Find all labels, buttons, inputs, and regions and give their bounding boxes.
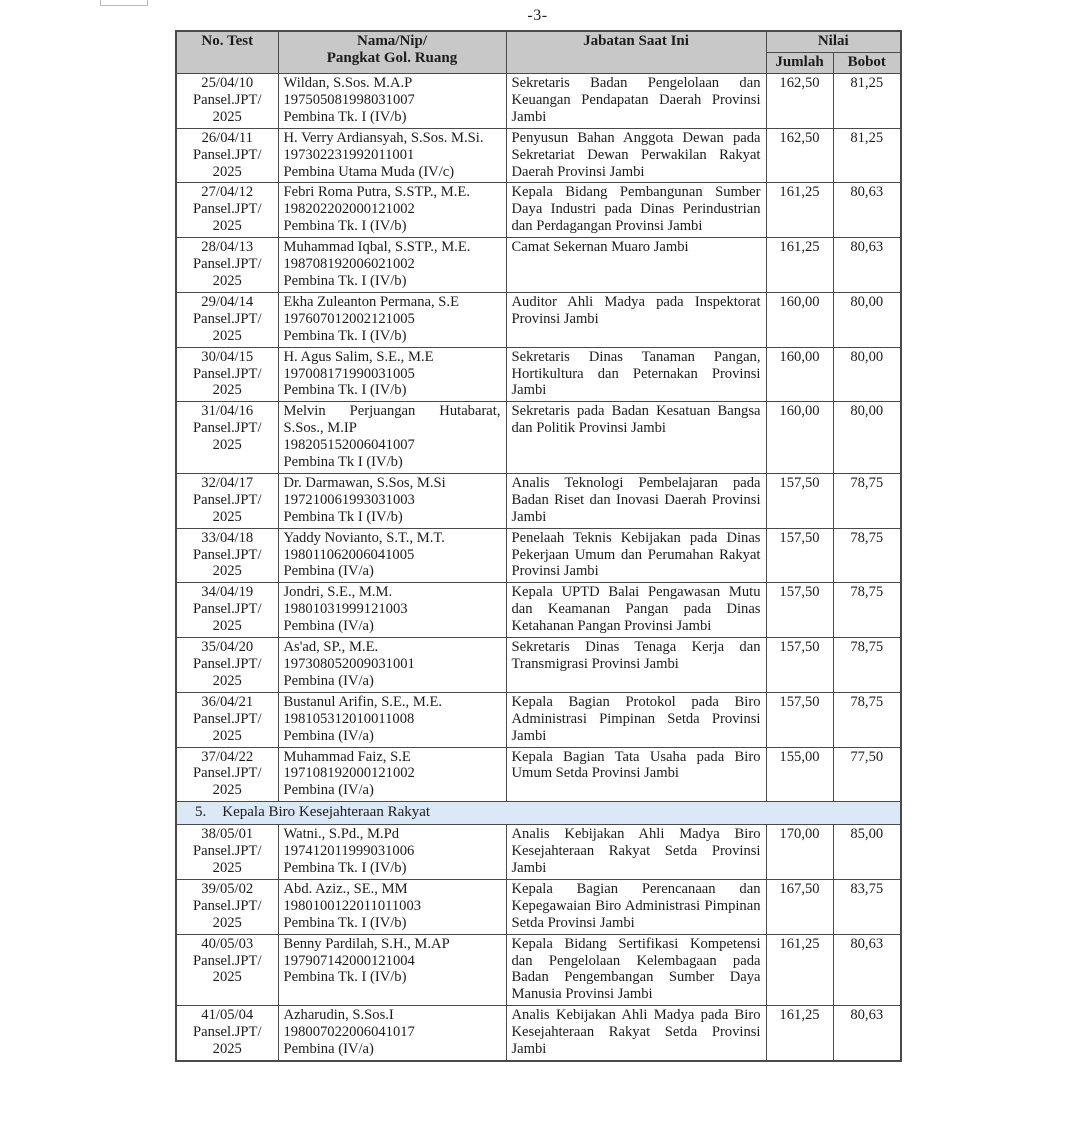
test-number: 33/04/18	[201, 529, 254, 546]
candidate-rank: Pembina (IV/a)	[283, 727, 374, 744]
cell-nama	[278, 473, 506, 528]
section-number: 5.	[195, 804, 207, 821]
cell-no-test	[176, 825, 278, 880]
panel-year: 2025	[212, 508, 242, 525]
cell-nama	[278, 347, 506, 402]
header-jumlah: Jumlah	[766, 53, 833, 74]
test-number: 27/04/12	[201, 184, 254, 201]
test-number: 34/04/19	[201, 584, 254, 601]
panel-label: Pansel.JPT/	[192, 952, 262, 969]
cell-jabatan	[506, 183, 766, 238]
panel-year: 2025	[212, 163, 242, 180]
cell-jumlah: 167,50	[766, 879, 833, 934]
cell-jabatan	[506, 238, 766, 293]
cell-nama	[278, 128, 506, 183]
candidate-name: Watni., S.Pd., M.Pd	[283, 826, 400, 843]
panel-year: 2025	[212, 382, 242, 399]
cell-bobot: 78,75	[833, 692, 901, 747]
panel-year: 2025	[212, 108, 242, 125]
cell-no-test	[176, 473, 278, 528]
cell-no-test	[176, 638, 278, 693]
candidate-nip: 197607012002121005	[283, 310, 415, 327]
header-no-test: No. Test	[176, 31, 278, 74]
current-position: Camat Sekernan Muaro Jambi	[511, 239, 689, 256]
candidate-name: Muhammad Iqbal, S.STP., M.E.	[283, 239, 471, 256]
cell-bobot: 85,00	[833, 825, 901, 880]
candidate-name: Bustanul Arifin, S.E., M.E.	[283, 693, 443, 710]
cell-nama	[278, 638, 506, 693]
candidate-name: As'ad, SP., M.E.	[283, 639, 379, 656]
panel-label: Pansel.JPT/	[192, 601, 262, 618]
test-number: 25/04/10	[201, 75, 254, 91]
candidate-rank: Pembina Tk. I (IV/b)	[283, 327, 407, 344]
current-position: Kepala Bagian Tata Usaha pada Biro Umum Setda Provinsi Jambi	[511, 748, 761, 782]
cell-bobot: 81,25	[833, 128, 901, 183]
panel-label: Pansel.JPT/	[192, 365, 262, 382]
cell-jumlah: 157,50	[766, 692, 833, 747]
cell-jumlah: 162,50	[766, 74, 833, 129]
candidate-rank: Pembina (IV/a)	[283, 1041, 374, 1058]
selection-results-table	[175, 30, 902, 1062]
test-number: 35/04/20	[201, 639, 254, 656]
section-cell	[176, 802, 901, 825]
candidate-nip: 197412011999031006	[283, 843, 415, 860]
cell-bobot: 80,63	[833, 238, 901, 293]
candidate-name: Benny Pardilah, S.H., M.AP	[283, 935, 450, 952]
cell-jumlah: 160,00	[766, 292, 833, 347]
cell-bobot: 78,75	[833, 473, 901, 528]
table-row	[176, 238, 901, 293]
cell-nama	[278, 292, 506, 347]
table-row	[176, 879, 901, 934]
cell-jumlah: 160,00	[766, 402, 833, 474]
section-row	[176, 802, 901, 825]
candidate-rank: Pembina (IV/a)	[283, 672, 374, 689]
current-position: Sekretaris Dinas Tanaman Pangan, Hortikultura dan Peternakan Provinsi Jambi	[511, 348, 761, 399]
cell-bobot: 78,75	[833, 528, 901, 583]
cell-no-test	[176, 128, 278, 183]
test-number: 38/05/01	[201, 826, 254, 843]
cell-no-test	[176, 1006, 278, 1061]
cell-no-test	[176, 692, 278, 747]
panel-year: 2025	[212, 859, 242, 876]
current-position: Kepala Bagian Protokol pada Biro Administrasi Pimpinan Setda Provinsi Jambi	[511, 693, 761, 744]
scan-artifact	[100, 0, 148, 6]
table-row	[176, 692, 901, 747]
cell-nama	[278, 528, 506, 583]
cell-jabatan	[506, 1006, 766, 1061]
header-nama-line2: Pangkat Gol. Ruang	[326, 50, 458, 66]
page-number: -3-	[527, 7, 548, 24]
candidate-nip: 198105312010011008	[283, 710, 415, 727]
candidate-nip: 197210061993031003	[283, 491, 415, 508]
test-number: 26/04/11	[201, 129, 253, 146]
test-number: 32/04/17	[201, 474, 254, 491]
panel-label: Pansel.JPT/	[192, 201, 262, 218]
cell-no-test	[176, 402, 278, 474]
table-row	[176, 128, 901, 183]
candidate-nip: 198708192006021002	[283, 256, 415, 273]
panel-label: Pansel.JPT/	[192, 765, 262, 782]
candidate-rank: Pembina (IV/a)	[283, 618, 374, 635]
candidate-rank: Pembina Utama Muda (IV/c)	[283, 163, 455, 180]
cell-jumlah: 161,25	[766, 183, 833, 238]
cell-no-test	[176, 583, 278, 638]
cell-nama	[278, 879, 506, 934]
panel-year: 2025	[212, 618, 242, 635]
current-position: Sekretaris Badan Pengelolaan dan Keuangan Pendapatan Daerah Provinsi Jambi	[511, 75, 761, 125]
panel-year: 2025	[212, 782, 242, 799]
cell-no-test	[176, 347, 278, 402]
candidate-name: Abd. Aziz., SE., MM	[283, 880, 408, 897]
header-jabatan: Jabatan Saat Ini	[506, 31, 766, 74]
cell-jabatan	[506, 747, 766, 802]
cell-bobot: 80,63	[833, 1006, 901, 1061]
table-body	[176, 74, 901, 1061]
table-row	[176, 347, 901, 402]
panel-year: 2025	[212, 437, 242, 454]
header-bobot: Bobot	[833, 53, 901, 74]
cell-nama	[278, 238, 506, 293]
table-row	[176, 183, 901, 238]
cell-jumlah: 157,50	[766, 528, 833, 583]
table-header	[176, 31, 901, 74]
cell-jumlah: 161,25	[766, 238, 833, 293]
current-position: Analis Kebijakan Ahli Madya pada Biro Kesejahteraan Rakyat Setda Provinsi Jambi	[511, 1007, 761, 1058]
table-row	[176, 1006, 901, 1061]
header-nama-line1: Nama/Nip/	[356, 33, 427, 49]
candidate-nip: 198007022006041017	[283, 1024, 415, 1041]
panel-year: 2025	[212, 1041, 242, 1058]
cell-nama	[278, 74, 506, 129]
candidate-name: Azharudin, S.Sos.I	[283, 1007, 394, 1024]
cell-no-test	[176, 934, 278, 1006]
current-position: Analis Teknologi Pembelajaran pada Badan Riset dan Inovasi Daerah Provinsi Jambi	[511, 474, 761, 525]
cell-jumlah: 157,50	[766, 638, 833, 693]
candidate-rank: Pembina Tk. I (IV/b)	[283, 914, 407, 931]
cell-bobot: 78,75	[833, 583, 901, 638]
cell-jabatan	[506, 402, 766, 474]
candidate-nip: 197505081998031007	[283, 91, 415, 108]
panel-year: 2025	[212, 672, 242, 689]
current-position: Penelaah Teknis Kebijakan pada Dinas Pekerjaan Umum dan Perumahan Rakyat Provinsi Jambi	[511, 529, 761, 580]
panel-year: 2025	[212, 727, 242, 744]
current-position: Analis Kebijakan Ahli Madya Biro Kesejahteraan Rakyat Setda Provinsi Jambi	[511, 826, 761, 876]
cell-bobot: 80,00	[833, 292, 901, 347]
panel-label: Pansel.JPT/	[192, 256, 262, 273]
cell-nama	[278, 747, 506, 802]
panel-label: Pansel.JPT/	[192, 656, 262, 672]
candidate-name: Ekha Zuleanton Permana, S.E	[283, 293, 459, 310]
candidate-rank: Pembina Tk. I (IV/b)	[283, 859, 407, 876]
header-nilai: Nilai	[766, 31, 901, 53]
candidate-nip: 19801031999121003	[283, 601, 408, 618]
test-number: 29/04/14	[201, 293, 254, 310]
candidate-nip: 198205152006041007	[283, 437, 415, 454]
cell-jabatan	[506, 583, 766, 638]
cell-jabatan	[506, 934, 766, 1006]
candidate-rank: Pembina Tk. I (IV/b)	[283, 969, 407, 986]
panel-label: Pansel.JPT/	[192, 710, 262, 727]
current-position: Kepala UPTD Balai Pengawasan Mutu dan Keamanan Pangan pada Dinas Ketahanan Pangan Provinsi Jambi	[511, 584, 761, 635]
candidate-name: Jondri, S.E., M.M.	[283, 584, 393, 601]
cell-no-test	[176, 747, 278, 802]
candidate-rank: Pembina Tk I (IV/b)	[283, 454, 403, 471]
cell-bobot: 80,63	[833, 934, 901, 1006]
table-row	[176, 74, 901, 129]
panel-label: Pansel.JPT/	[192, 420, 262, 437]
cell-jumlah: 162,50	[766, 128, 833, 183]
cell-jabatan	[506, 692, 766, 747]
cell-no-test	[176, 528, 278, 583]
test-number: 37/04/22	[201, 748, 254, 765]
cell-jabatan	[506, 128, 766, 183]
panel-label: Pansel.JPT/	[192, 843, 262, 860]
cell-jumlah: 170,00	[766, 825, 833, 880]
current-position: Sekretaris Dinas Tenaga Kerja dan Transmigrasi Provinsi Jambi	[511, 639, 761, 672]
cell-jabatan	[506, 292, 766, 347]
cell-bobot: 77,50	[833, 747, 901, 802]
cell-jumlah: 161,25	[766, 934, 833, 1006]
table-row	[176, 292, 901, 347]
candidate-rank: Pembina Tk. I (IV/b)	[283, 218, 407, 235]
candidate-name: Febri Roma Putra, S.STP., M.E.	[283, 184, 470, 201]
candidate-name: Muhammad Faiz, S.E	[283, 748, 411, 765]
section-title: Kepala Biro Kesejahteraan Rakyat	[222, 804, 431, 821]
cell-jabatan	[506, 74, 766, 129]
cell-jumlah: 160,00	[766, 347, 833, 402]
cell-jabatan	[506, 638, 766, 693]
test-number: 31/04/16	[201, 403, 254, 420]
candidate-name: Wildan, S.Sos. M.A.P	[283, 75, 413, 91]
cell-nama	[278, 934, 506, 1006]
panel-label: Pansel.JPT/	[192, 491, 262, 508]
current-position: Kepala Bidang Sertifikasi Kompetensi dan Pengelolaan Kelembagaan pada Badan Pengembangan Sumber Daya Manusia Provinsi Jambi	[511, 935, 761, 1003]
candidate-nip: 197108192000121002	[283, 765, 415, 782]
current-position: Kepala Bagian Perencanaan dan Kepegawaian Biro Administrasi Pimpinan Setda Provinsi Jambi	[511, 880, 761, 931]
table-row	[176, 583, 901, 638]
candidate-name: Melvin Perjuangan Hutabarat, S.Sos., M.IP	[283, 403, 501, 437]
current-position: Kepala Bidang Pembangunan Sumber Daya Industri pada Dinas Perindustrian dan Perdagangan Provinsi Jambi	[511, 184, 761, 235]
candidate-name: Yaddy Novianto, S.T., M.T.	[283, 529, 445, 546]
cell-jumlah: 157,50	[766, 473, 833, 528]
current-position: Penyusun Bahan Anggota Dewan pada Sekretariat Dewan Perwakilan Rakyat Daerah Provinsi Jambi	[511, 129, 761, 180]
cell-jabatan	[506, 473, 766, 528]
table-row	[176, 402, 901, 474]
table-row	[176, 638, 901, 693]
cell-bobot: 80,63	[833, 183, 901, 238]
panel-label: Pansel.JPT/	[192, 1024, 262, 1041]
panel-year: 2025	[212, 914, 242, 931]
test-number: 30/04/15	[201, 348, 254, 365]
candidate-name: H. Agus Salim, S.E., M.E	[283, 348, 434, 365]
test-number: 28/04/13	[201, 239, 254, 256]
candidate-rank: Pembina Tk. I (IV/b)	[283, 272, 407, 289]
panel-year: 2025	[212, 327, 242, 344]
candidate-nip: 197308052009031001	[283, 656, 415, 672]
candidate-nip: 198011062006041005	[283, 546, 415, 563]
panel-year: 2025	[212, 272, 242, 289]
candidate-rank: Pembina Tk. I (IV/b)	[283, 382, 407, 399]
panel-label: Pansel.JPT/	[192, 310, 262, 327]
cell-no-test	[176, 292, 278, 347]
cell-jabatan	[506, 347, 766, 402]
cell-no-test	[176, 879, 278, 934]
candidate-nip: 198202202000121002	[283, 201, 415, 218]
cell-jabatan	[506, 528, 766, 583]
cell-jabatan	[506, 879, 766, 934]
cell-bobot: 81,25	[833, 74, 901, 129]
header-nama	[278, 31, 506, 74]
candidate-nip: 197302231992011001	[283, 146, 415, 163]
cell-bobot: 78,75	[833, 638, 901, 693]
cell-jumlah: 157,50	[766, 583, 833, 638]
cell-no-test	[176, 238, 278, 293]
test-number: 40/05/03	[201, 935, 254, 952]
panel-label: Pansel.JPT/	[192, 91, 262, 108]
candidate-name: Dr. Darmawan, S.Sos, M.Si	[283, 474, 446, 491]
cell-bobot: 80,00	[833, 402, 901, 474]
candidate-nip: 197008171990031005	[283, 365, 415, 382]
cell-jumlah: 161,25	[766, 1006, 833, 1061]
panel-year: 2025	[212, 969, 242, 986]
cell-nama	[278, 183, 506, 238]
test-number: 36/04/21	[201, 693, 254, 710]
cell-jumlah: 155,00	[766, 747, 833, 802]
candidate-rank: Pembina (IV/a)	[283, 782, 374, 799]
panel-year: 2025	[212, 563, 242, 580]
test-number: 41/05/04	[201, 1007, 254, 1024]
table-row	[176, 528, 901, 583]
cell-bobot: 80,00	[833, 347, 901, 402]
candidate-rank: Pembina Tk. I (IV/b)	[283, 108, 407, 125]
table-row	[176, 747, 901, 802]
cell-nama	[278, 1006, 506, 1061]
table-row	[176, 825, 901, 880]
panel-label: Pansel.JPT/	[192, 146, 262, 163]
cell-nama	[278, 692, 506, 747]
cell-jabatan	[506, 825, 766, 880]
panel-label: Pansel.JPT/	[192, 897, 262, 914]
candidate-nip: 197907142000121004	[283, 952, 415, 969]
cell-nama	[278, 402, 506, 474]
table-row	[176, 473, 901, 528]
cell-no-test	[176, 183, 278, 238]
cell-nama	[278, 583, 506, 638]
candidate-rank: Pembina Tk I (IV/b)	[283, 508, 403, 525]
current-position: Auditor Ahli Madya pada Inspektorat Provinsi Jambi	[511, 293, 761, 327]
current-position: Sekretaris pada Badan Kesatuan Bangsa dan Politik Provinsi Jambi	[511, 403, 761, 437]
panel-year: 2025	[212, 218, 242, 235]
cell-bobot: 83,75	[833, 879, 901, 934]
candidate-name: H. Verry Ardiansyah, S.Sos. M.Si.	[283, 129, 484, 146]
table-row	[176, 934, 901, 1006]
cell-nama	[278, 825, 506, 880]
test-number: 39/05/02	[201, 880, 254, 897]
panel-label: Pansel.JPT/	[192, 546, 262, 563]
candidate-rank: Pembina (IV/a)	[283, 563, 374, 580]
cell-no-test	[176, 74, 278, 129]
candidate-nip: 1980100122011011003	[283, 897, 422, 914]
